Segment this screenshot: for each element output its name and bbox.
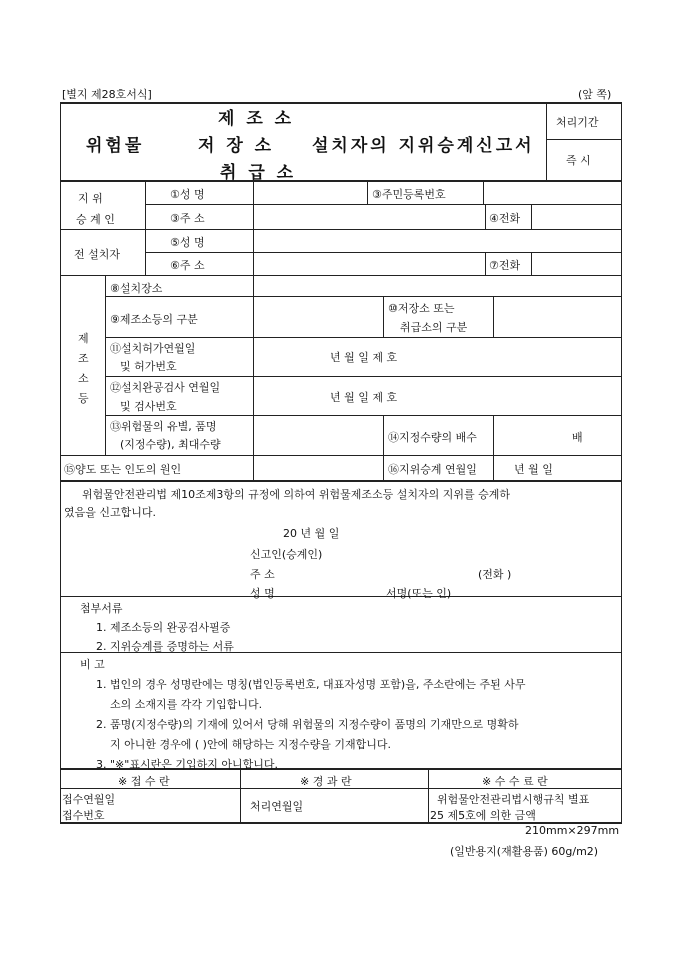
note-1a: 1. 법인의 경우 성명란에는 명칭(법인등록번호, 대표자성명 포함)을, 주소란에는 주된 사무 <box>96 678 526 691</box>
process-date-label: 처리연월일 <box>250 800 304 813</box>
note-2a: 2. 품명(지정수량)의 기재에 있어서 당해 위험물의 지정수량이 품명의 기재만으로 명확하 <box>96 718 519 731</box>
fee-header: ※ 수 수 료 란 <box>482 775 548 788</box>
paper-type: (일반용지(재활용품) 60g/m2) <box>450 845 599 858</box>
facility-label-2: 조 <box>78 352 89 365</box>
facility-label-1: 제 <box>78 332 89 345</box>
notes-title: 비 고 <box>80 658 105 671</box>
title-option-handling: 취 급 소 <box>220 163 297 183</box>
transfer-reason-field[interactable] <box>256 457 380 477</box>
successor-name-field[interactable] <box>256 182 364 202</box>
previous-phone-field[interactable] <box>534 254 618 273</box>
title-prefix: 위험물 <box>86 136 145 156</box>
multiple-label: ⑭지정수량의 배수 <box>388 431 477 444</box>
inspection-label-2: 및 검사번호 <box>120 400 177 413</box>
permit-label-1: ⑪설치허가연월일 <box>110 342 196 355</box>
successor-phone-label: ④전화 <box>489 212 521 225</box>
successor-label-2: 승 계 인 <box>76 213 115 226</box>
form-number: [별지 제28호서식] <box>62 88 152 101</box>
signature-label[interactable]: 서명(또는 인) <box>386 587 452 600</box>
transfer-reason-label: ⑮양도 또는 인도의 원인 <box>64 463 182 476</box>
storage-type-label-2: 취급소의 구분 <box>400 321 468 334</box>
permit-date-number[interactable]: 년 월 일 제 호 <box>330 351 398 364</box>
reporter-phone[interactable]: (전화 ) <box>478 568 512 581</box>
processing-period-value: 즉 시 <box>566 154 591 167</box>
note-2b: 지 아니한 경우에 ( )안에 해당하는 지정수량을 기재합니다. <box>110 738 391 751</box>
fee-line-2: 25 제5호에 의한 금액 <box>430 809 536 822</box>
hazmat-label-1: ⑬위험물의 유별, 품명 <box>110 420 217 433</box>
successor-reg-label: ③주민등록번호 <box>372 188 446 201</box>
previous-label: 전 설치자 <box>74 248 121 261</box>
note-3: 3. "※"표시란은 기입하지 아니합니다. <box>96 758 278 771</box>
hazmat-label-2: (지정수량), 최대수량 <box>120 438 221 451</box>
attachment-item-2: 2. 지위승계를 증명하는 서류 <box>96 640 234 653</box>
facility-type-label: ⑨제조소등의 구분 <box>110 313 198 326</box>
receipt-date-label: 접수연월일 <box>62 793 116 806</box>
successor-reg-field[interactable] <box>486 182 618 202</box>
reporter-label: 신고인(승계인) <box>250 548 323 561</box>
hazmat-field[interactable] <box>256 417 380 453</box>
transfer-date-label: ⑯지위승계 연월일 <box>388 463 477 476</box>
previous-address-field[interactable] <box>256 254 482 273</box>
previous-address-label: ⑥주 소 <box>170 259 205 272</box>
successor-label-1: 지 위 <box>78 192 103 205</box>
receipt-header: ※ 접 수 란 <box>118 775 170 788</box>
title-option-storage: 저 장 소 <box>198 136 275 156</box>
title-option-manufacture: 제 조 소 <box>218 109 295 129</box>
reporter-name-label: 성 명 <box>250 587 275 600</box>
successor-phone-field[interactable] <box>534 206 618 226</box>
reporter-address-label: 주 소 <box>250 568 275 581</box>
previous-name-field[interactable] <box>256 231 618 250</box>
storage-type-field[interactable] <box>496 298 618 335</box>
inspection-date-number[interactable]: 년 월 일 제 호 <box>330 391 398 404</box>
attachment-item-1: 1. 제조소등의 완공검사필증 <box>96 621 231 634</box>
receipt-number-label: 접수번호 <box>62 809 105 822</box>
storage-type-label-1: ⑩저장소 또는 <box>388 302 455 315</box>
multiple-unit[interactable]: 배 <box>572 431 583 444</box>
fee-line-1: 위험물안전관리법시행규칙 별표 <box>437 793 590 806</box>
transfer-date-field[interactable]: 년 월 일 <box>514 463 553 476</box>
note-1b: 소의 소재지를 각각 기입합니다. <box>110 698 263 711</box>
paper-size: 210mm×297mm <box>525 824 620 837</box>
facility-type-field[interactable] <box>256 298 380 335</box>
progress-header: ※ 경 과 란 <box>300 775 352 788</box>
facility-label-4: 등 <box>78 392 89 405</box>
page-side: (앞 쪽) <box>578 88 612 101</box>
facility-label-3: 소 <box>78 372 89 385</box>
permit-label-2: 및 허가번호 <box>120 360 177 373</box>
declaration-line-1: 위험물안전관리법 제10조제3항의 규정에 의하여 위험물제조소등 설치자의 지위를 승계하 <box>82 488 511 501</box>
inspection-label-1: ⑫설치완공검사 연월일 <box>110 381 221 394</box>
previous-phone-label: ⑦전화 <box>489 259 521 272</box>
location-field[interactable] <box>256 277 618 294</box>
previous-name-label: ⑤성 명 <box>170 236 205 249</box>
declaration-line-2: 였음을 신고합니다. <box>64 506 157 519</box>
attachments-title: 첨부서류 <box>80 602 123 615</box>
location-label: ⑧설치장소 <box>110 282 163 295</box>
successor-address-field[interactable] <box>256 206 482 226</box>
successor-address-label: ③주 소 <box>170 212 205 225</box>
processing-period-label: 처리기간 <box>556 116 599 129</box>
successor-name-label: ①성 명 <box>170 188 205 201</box>
title-suffix: 설치자의 지위승계신고서 <box>312 136 535 156</box>
declaration-date[interactable]: 20 년 월 일 <box>283 527 340 540</box>
